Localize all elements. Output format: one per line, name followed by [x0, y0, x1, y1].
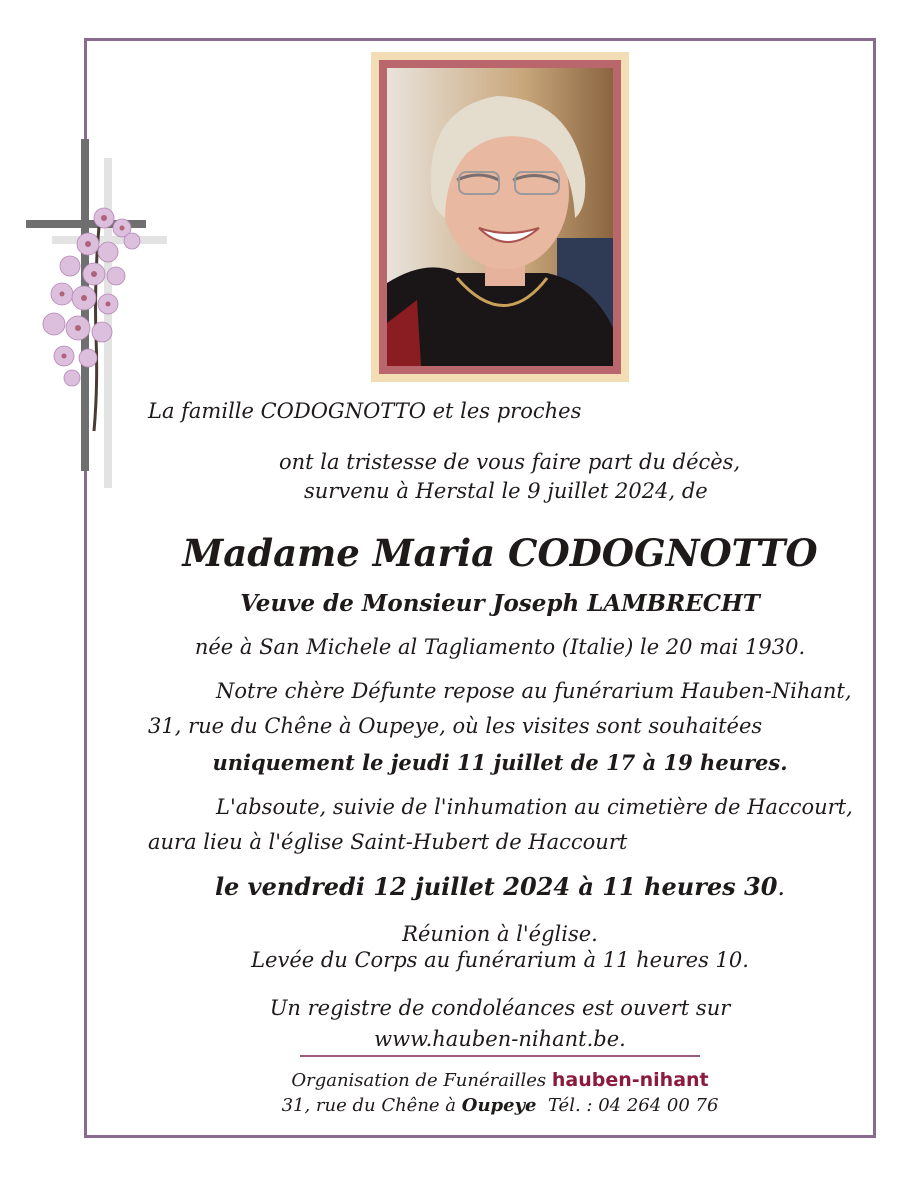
intro-place-date: survenu à Herstal le 9 juillet 2024, de — [304, 479, 708, 503]
cross-icon — [24, 136, 174, 496]
footer-address-prefix: 31, rue du Chêne à — [281, 1095, 457, 1116]
ceremony-date: le vendredi 12 juillet 2024 à 11 heures 30 — [214, 872, 778, 901]
ceremony-line-1: L'absoute, suivie de l'inhumation au cimetière de Haccourt, — [216, 795, 853, 819]
deceased-birth: née à San Michele al Tagliamento (Italie) le 20 mai 1930. — [194, 635, 806, 659]
visitation-hours: uniquement le jeudi 11 juillet de 17 à 19 heures. — [212, 750, 788, 775]
meeting-note: Réunion à l'église. — [402, 922, 598, 946]
visitation-line-2: 31, rue du Chêne à Oupeye, où les visites sont souhaitées — [148, 714, 763, 738]
intro-announcement: ont la tristesse de vous faire part du décès, — [279, 450, 741, 474]
footer-divider — [300, 1055, 700, 1057]
departure-note: Levée du Corps au funérarium à 11 heures 10. — [251, 948, 749, 972]
intro-family: La famille CODOGNOTTO et les proches — [148, 399, 582, 423]
condolences-url[interactable]: www.hauben-nihant.be. — [374, 1027, 626, 1051]
footer-org-label: Organisation de Funérailles — [291, 1070, 547, 1091]
footer-phone: Tél. : 04 264 00 76 — [547, 1095, 719, 1116]
visitation-line-1: Notre chère Défunte repose au funérarium Hauben-Nihant, — [216, 679, 852, 703]
deceased-spouse: Veuve de Monsieur Joseph LAMBRECHT — [240, 590, 760, 617]
portrait-photo — [387, 68, 613, 366]
condolences-text: Un registre de condoléances est ouvert sur — [269, 996, 731, 1020]
footer-address — [84, 1095, 916, 1117]
footer-organisation — [84, 1069, 916, 1092]
deceased-name: Madame Maria CODOGNOTTO — [182, 531, 818, 575]
ceremony-date-line — [84, 872, 916, 902]
footer-town: Oupeye — [461, 1095, 537, 1116]
brand-logo: hauben-nihant — [551, 1069, 709, 1091]
ceremony-date-punct: . — [777, 873, 786, 901]
portrait-frame — [371, 52, 629, 382]
ceremony-line-2: aura lieu à l'église Saint-Hubert de Haccourt — [148, 830, 628, 854]
